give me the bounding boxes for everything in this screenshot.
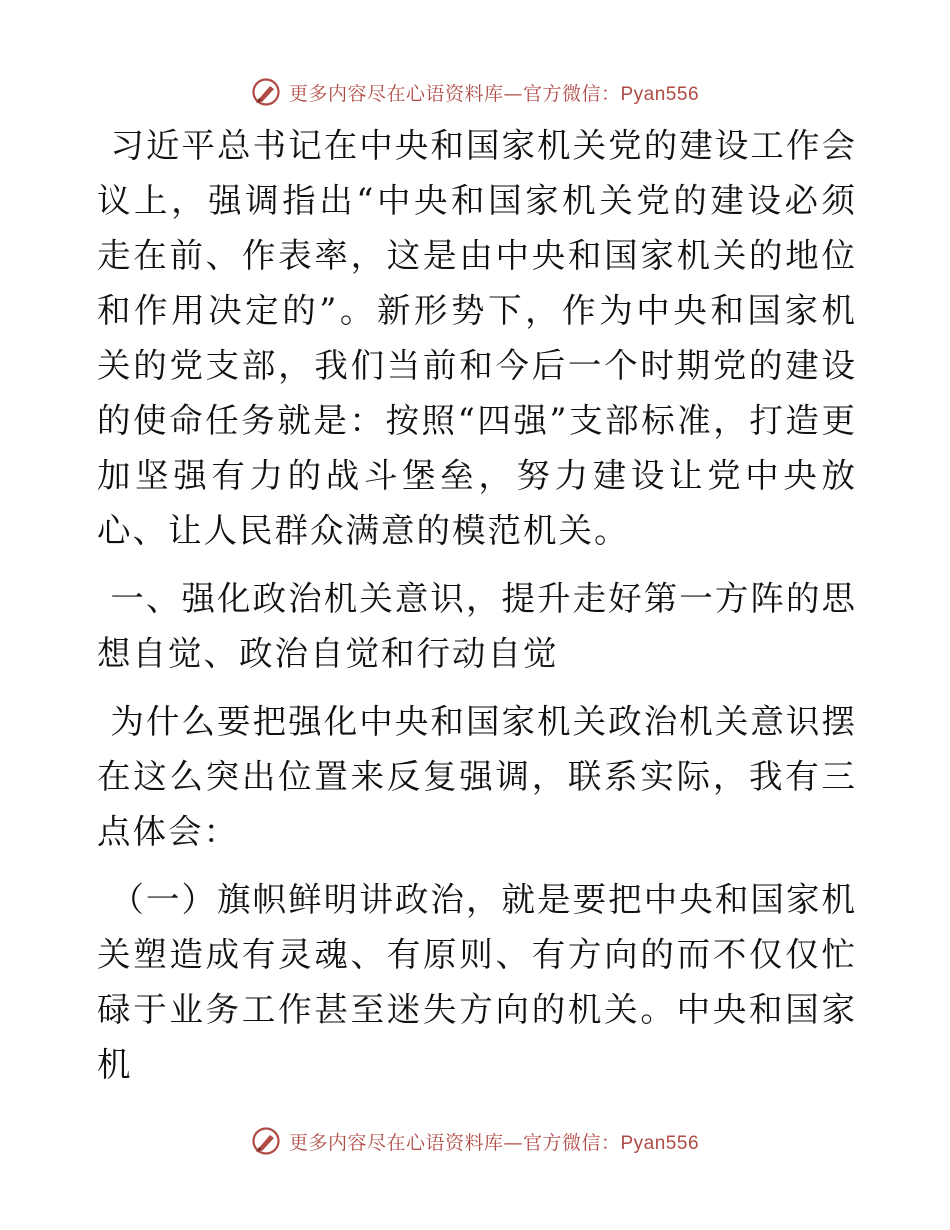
section-heading: 一、强化政治机关意识，提升走好第一方阵的思想自觉、政治自觉和行动自觉 [97, 579, 857, 673]
paragraph-point-one: （一）旗帜鲜明讲政治，就是要把中央和国家机关塑造成有灵魂、有原则、有方向的而不仅仅忙碌于业务工作甚至迷失方向的机关。中央和国家机 [97, 880, 857, 1084]
watermark-text: 更多内容尽在心语资料库—官方微信：Pyan556 [288, 1131, 700, 1154]
paragraph-intro: 习近平总书记在中央和国家机关党的建设工作会议上，强调指出“中央和国家机关党的建设必须走在前、作表率，这是由中央和国家机关的地位和作用决定的”。新形势下，作为中央和国家机关的党支部，我们当前和今后一个时期党的建设的使命任务就是：按照“四强”支部标准，打造更加坚强有力的战斗堡垒，努力建设让党中央放心、让人民群众满意的模范机关。 [97, 126, 857, 550]
watermark-text: 更多内容尽在心语资料库—官方微信：Pyan556 [288, 82, 700, 105]
pen-logo-icon [251, 1126, 281, 1156]
document-body [97, 118, 857, 1092]
pen-logo-icon [251, 77, 281, 107]
footer-watermark [0, 1121, 950, 1161]
header-watermark [0, 72, 950, 112]
paragraph-question: 为什么要把强化中央和国家机关政治机关意识摆在这么突出位置来反复强调，联系实际，我有三点体会： [97, 702, 857, 851]
